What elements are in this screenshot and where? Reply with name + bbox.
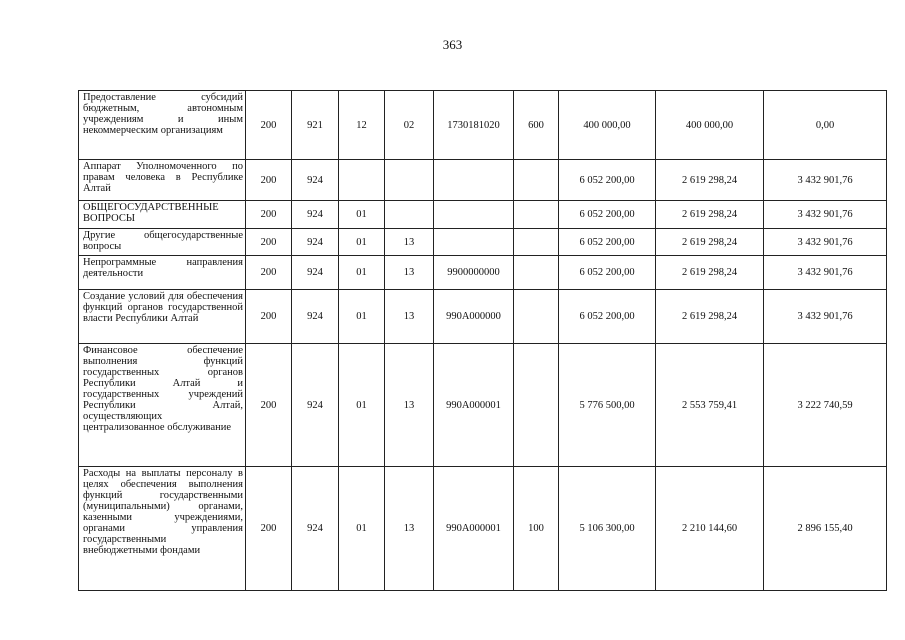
code-cell bbox=[385, 160, 434, 201]
amount-cell: 400 000,00 bbox=[559, 91, 656, 160]
code-cell bbox=[434, 160, 514, 201]
amount-cell: 3 432 901,76 bbox=[764, 229, 887, 256]
table-row bbox=[79, 256, 887, 290]
code-cell: 13 bbox=[385, 344, 434, 467]
code-cell: 990А000001 bbox=[434, 467, 514, 591]
amount-cell: 3 432 901,76 bbox=[764, 290, 887, 344]
code-cell: 600 bbox=[514, 91, 559, 160]
table-row bbox=[79, 290, 887, 344]
amount-cell: 6 052 200,00 bbox=[559, 256, 656, 290]
code-cell: 1730181020 bbox=[434, 91, 514, 160]
code-cell: 200 bbox=[246, 344, 292, 467]
page-number: 363 bbox=[442, 37, 463, 52]
row-name-cell: Финансовое обеспечение выполнения функций государственных органов Республики Алтай и государственных учреждений Республики Алтай, осуществляющих централизованное обслуживание bbox=[79, 344, 246, 467]
code-cell: 200 bbox=[246, 201, 292, 229]
code-cell: 13 bbox=[385, 229, 434, 256]
code-cell: 9900000000 bbox=[434, 256, 514, 290]
code-cell: 200 bbox=[246, 467, 292, 591]
table-row bbox=[79, 467, 887, 591]
amount-cell: 2 619 298,24 bbox=[656, 201, 764, 229]
code-cell: 01 bbox=[339, 201, 385, 229]
code-cell: 12 bbox=[339, 91, 385, 160]
code-cell: 200 bbox=[246, 229, 292, 256]
code-cell: 924 bbox=[292, 160, 339, 201]
code-cell: 200 bbox=[246, 160, 292, 201]
code-cell: 990А000001 bbox=[434, 344, 514, 467]
table-row bbox=[79, 91, 887, 160]
code-cell: 924 bbox=[292, 229, 339, 256]
code-cell: 921 bbox=[292, 91, 339, 160]
table-row bbox=[79, 201, 887, 229]
code-cell bbox=[385, 201, 434, 229]
amount-cell: 5 776 500,00 bbox=[559, 344, 656, 467]
code-cell bbox=[514, 256, 559, 290]
code-cell: 01 bbox=[339, 256, 385, 290]
row-name-cell: Другие общегосударственные вопросы bbox=[79, 229, 246, 256]
code-cell bbox=[514, 229, 559, 256]
code-cell: 13 bbox=[385, 467, 434, 591]
amount-cell: 0,00 bbox=[764, 91, 887, 160]
code-cell: 01 bbox=[339, 467, 385, 591]
table-row bbox=[79, 160, 887, 201]
row-name-cell: ОБЩЕГОСУДАРСТВЕННЫЕ ВОПРОСЫ bbox=[79, 201, 246, 229]
code-cell bbox=[434, 201, 514, 229]
amount-cell: 2 619 298,24 bbox=[656, 160, 764, 201]
code-cell: 924 bbox=[292, 290, 339, 344]
code-cell bbox=[514, 201, 559, 229]
code-cell bbox=[434, 229, 514, 256]
code-cell: 924 bbox=[292, 201, 339, 229]
code-cell: 924 bbox=[292, 256, 339, 290]
row-name-cell: Создание условий для обеспечения функций органов государственной власти Республики Алтай bbox=[79, 290, 246, 344]
code-cell: 02 bbox=[385, 91, 434, 160]
row-name-cell: Предоставление субсидий бюджетным, автономным учреждениям и иным некоммерческим организациям bbox=[79, 91, 246, 160]
code-cell bbox=[514, 344, 559, 467]
table-row bbox=[79, 344, 887, 467]
amount-cell: 3 432 901,76 bbox=[764, 256, 887, 290]
code-cell: 100 bbox=[514, 467, 559, 591]
amount-cell: 2 619 298,24 bbox=[656, 290, 764, 344]
amount-cell: 2 619 298,24 bbox=[656, 256, 764, 290]
code-cell: 01 bbox=[339, 229, 385, 256]
code-cell: 01 bbox=[339, 290, 385, 344]
amount-cell: 6 052 200,00 bbox=[559, 160, 656, 201]
code-cell: 13 bbox=[385, 290, 434, 344]
amount-cell: 6 052 200,00 bbox=[559, 229, 656, 256]
table-row bbox=[79, 229, 887, 256]
row-name-cell: Непрограммные направления деятельности bbox=[79, 256, 246, 290]
amount-cell: 400 000,00 bbox=[656, 91, 764, 160]
amount-cell: 6 052 200,00 bbox=[559, 290, 656, 344]
amount-cell: 3 432 901,76 bbox=[764, 160, 887, 201]
amount-cell: 2 619 298,24 bbox=[656, 229, 764, 256]
budget-table bbox=[78, 90, 887, 591]
code-cell bbox=[339, 160, 385, 201]
amount-cell: 5 106 300,00 bbox=[559, 467, 656, 591]
amount-cell: 2 553 759,41 bbox=[656, 344, 764, 467]
code-cell: 200 bbox=[246, 91, 292, 160]
code-cell bbox=[514, 160, 559, 201]
code-cell: 924 bbox=[292, 344, 339, 467]
amount-cell: 2 210 144,60 bbox=[656, 467, 764, 591]
amount-cell: 2 896 155,40 bbox=[764, 467, 887, 591]
code-cell: 990А000000 bbox=[434, 290, 514, 344]
amount-cell: 6 052 200,00 bbox=[559, 201, 656, 229]
code-cell: 924 bbox=[292, 467, 339, 591]
code-cell: 01 bbox=[339, 344, 385, 467]
code-cell bbox=[514, 290, 559, 344]
code-cell: 13 bbox=[385, 256, 434, 290]
row-name-cell: Аппарат Уполномоченного по правам человека в Республике Алтай bbox=[79, 160, 246, 201]
amount-cell: 3 222 740,59 bbox=[764, 344, 887, 467]
code-cell: 200 bbox=[246, 290, 292, 344]
code-cell: 200 bbox=[246, 256, 292, 290]
row-name-cell: Расходы на выплаты персоналу в целях обеспечения выполнения функций государственными (муниципальными) органами, казенными учреждениями, органами управления государственными внебюджетными фондами bbox=[79, 467, 246, 591]
amount-cell: 3 432 901,76 bbox=[764, 201, 887, 229]
